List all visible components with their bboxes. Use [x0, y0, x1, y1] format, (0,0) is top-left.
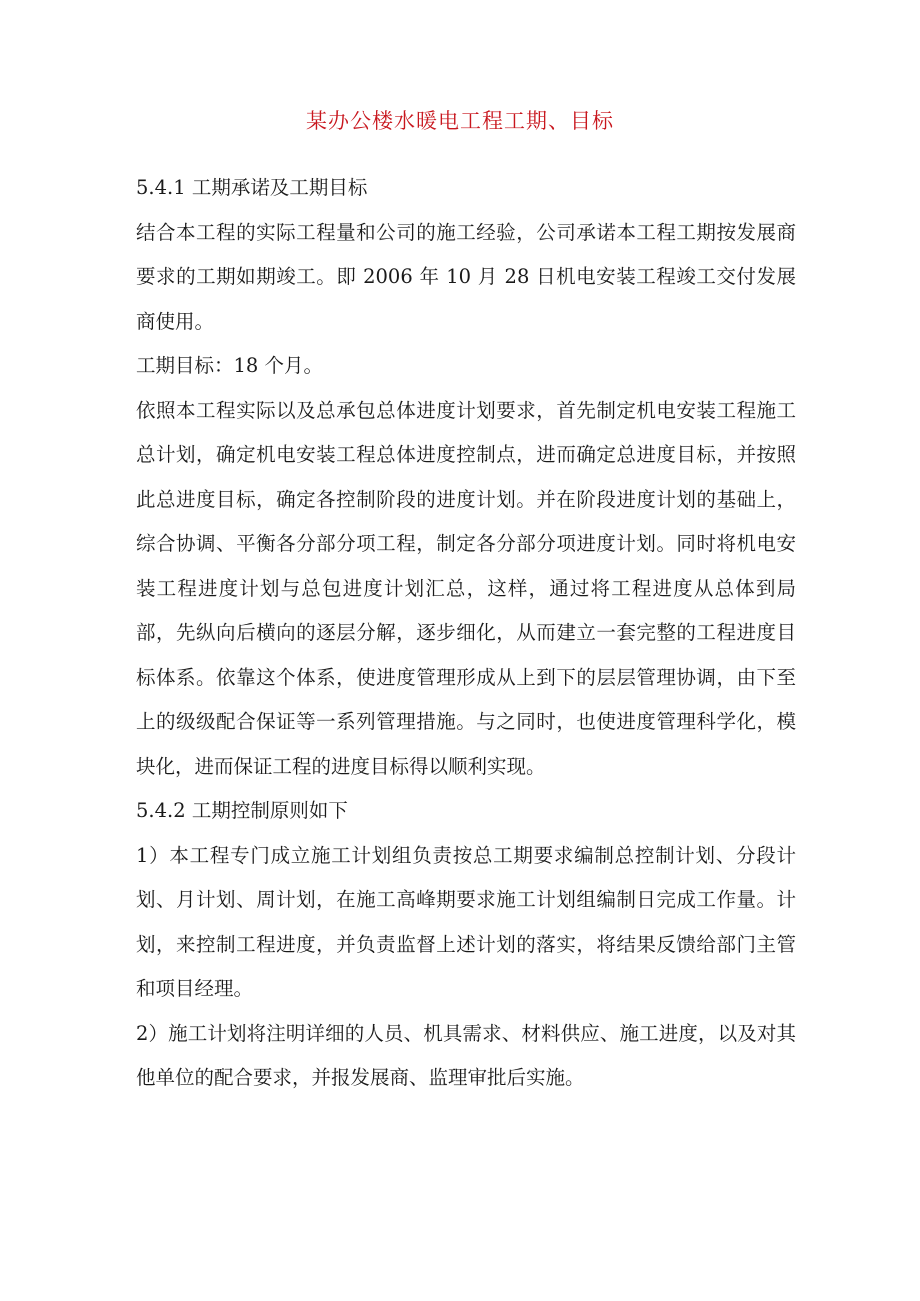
list-item-2: 2）施工计划将注明详细的人员、机具需求、材料供应、施工进度，以及对其他单位的配合要求，并报发展商、监理审批后实施。: [136, 1021, 796, 1089]
document-body: [136, 166, 796, 1101]
paragraph-progress-plan: 依照本工程实际以及总承包总体进度计划要求，首先制定机电安装工程施工总计划，确定机电安装工程总体进度控制点，进而确定总进度目标，并按照此总进度目标，确定各控制阶段的进度计划。并在阶段进度计划的基础上，综合协调、平衡各分部分项工程，制定各分部分项进度计划。同时将机电安装工程进度计划与总包进度计划汇总，这样，通过将工程进度从总体到局部，先纵向后横向的逐层分解，逐步细化，从而建立一套完整的工程进度目标体系。依靠这个体系，使进度管理形成从上到下的层层管理协调，由下至上的级级配合保证等一系列管理措施。与之同时，也使进度管理科学化，模块化，进而保证工程的进度目标得以顺利实现。: [136, 398, 796, 778]
list-item-1: 1）本工程专门成立施工计划组负责按总工期要求编制总控制计划、分段计划、月计划、周计划，在施工高峰期要求施工计划组编制日完成工作量。计划，来控制工程进度，并负责监督上述计划的落实，将结果反馈给部门主管和项目经理。: [136, 843, 796, 1000]
paragraph-schedule-target: 工期目标：18 个月。: [136, 354, 324, 377]
section-heading-5-4-2: 5.4.2 工期控制原则如下: [136, 799, 348, 822]
paragraph-commitment: 结合本工程的实际工程量和公司的施工经验，公司承诺本工程工期按发展商要求的工期如期竣工。即 2006 年 10 月 28 日机电安装工程竣工交付发展商使用。: [136, 220, 796, 333]
section-heading-5-4-1: 5.4.1 工期承诺及工期目标: [136, 176, 368, 199]
document-title: 某办公楼水暖电工程工期、目标: [306, 109, 614, 133]
